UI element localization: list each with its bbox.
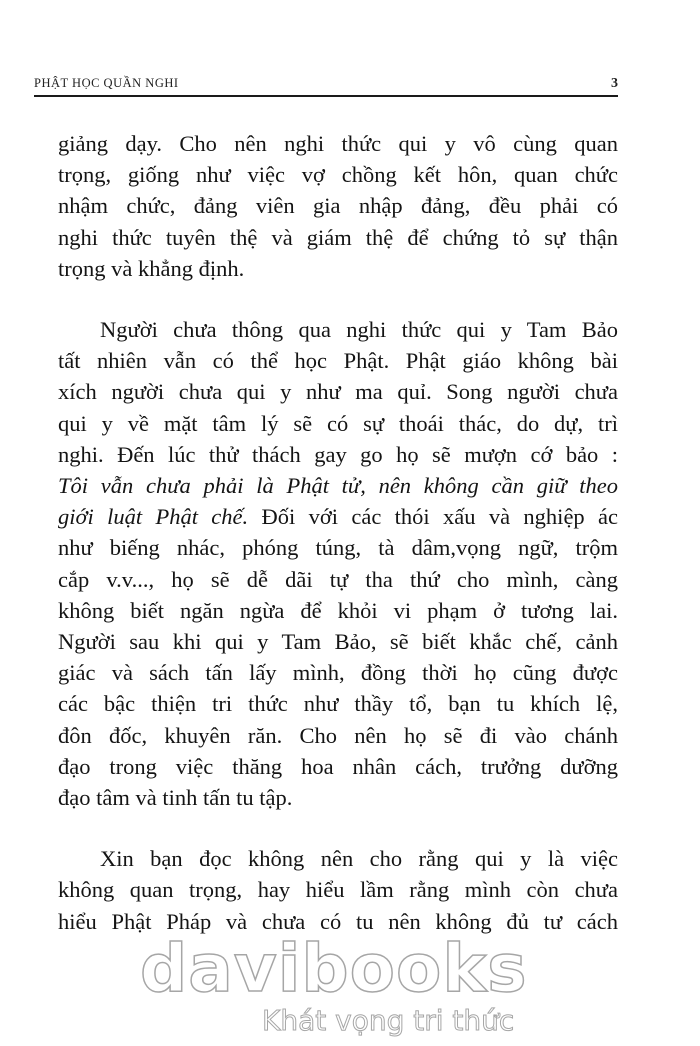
text-line: nghi. Đến lúc thử thách gay go họ sẽ mượn cớ bảo : — [58, 441, 618, 467]
page-number: 3 — [611, 76, 618, 91]
running-title: PHẬT HỌC QUẦN NGHI — [34, 76, 179, 90]
text-line: giác và sách tấn lấy mình, đồng thời họ cũng được — [58, 660, 618, 686]
text-line: tất nhiên vẫn có thể học Phật. Phật giáo không bài — [58, 348, 618, 374]
text-line: hiểu Phật Pháp và chưa có tu nên không đủ tư cách — [58, 908, 618, 934]
text-line: xích người chưa qui y như ma quỉ. Song người chưa — [58, 379, 618, 405]
paragraph-1 — [58, 128, 618, 284]
text-fragment: Đối với các thói xấu và nghiệp ác — [248, 504, 618, 530]
paragraph-3 — [58, 843, 618, 937]
text-line: không biết ngăn ngừa để khỏi vi phạm ở tương lai. — [58, 597, 618, 623]
text-line: cắp v.v..., họ sẽ dễ dãi tự tha thứ cho mình, càng — [58, 566, 618, 592]
text-line: như biếng nhác, phóng túng, tà dâm,vọng ngữ, trộm — [58, 535, 618, 561]
text-line: nhậm chức, đảng viên gia nhập đảng, đều phải có — [58, 193, 618, 219]
text-line: Người sau khi qui y Tam Bảo, sẽ biết khắc chế, cảnh — [58, 629, 618, 655]
italic-quote-end: giới luật Phật chế. — [58, 504, 249, 530]
watermark-slogan: Khát vọng tri thức — [262, 1004, 515, 1037]
text-line: nghi thức tuyên thệ và giám thệ để chứng tỏ sự thận — [58, 224, 618, 250]
italic-quote-line: Tôi vẫn chưa phải là Phật tử, nên không cần giữ theo — [58, 473, 618, 499]
watermark-logo: davibooks — [140, 930, 528, 1007]
text-line: đôn đốc, khuyên răn. Cho nên họ sẽ đi vào chánh — [58, 722, 618, 748]
text-line: các bậc thiện tri thức như thầy tổ, bạn tu khích lệ, — [58, 691, 618, 717]
text-line: trọng và khẳng định. — [58, 255, 245, 281]
paragraph-2 — [58, 314, 618, 813]
text-line: đạo trong việc thăng hoa nhân cách, trưởng dưỡng — [58, 753, 618, 779]
text-line: không quan trọng, hay hiểu lầm rằng mình còn chưa — [58, 877, 618, 903]
text-line: giảng dạy. Cho nên nghi thức qui y vô cùng quan — [58, 131, 618, 156]
text-line: đạo tâm và tinh tấn tu tập. — [58, 785, 293, 811]
text-line: qui y về mặt tâm lý sẽ có sự thoái thác, do dự, trì — [58, 410, 618, 436]
header-rule — [34, 95, 618, 97]
running-header — [34, 76, 618, 92]
text-line: Xin bạn đọc không nên cho rằng qui y là việc — [100, 846, 618, 872]
body-text — [58, 128, 618, 967]
text-line: Người chưa thông qua nghi thức qui y Tam Bảo — [100, 317, 618, 343]
text-line: trọng, giống như việc vợ chồng kết hôn, quan chức — [58, 162, 618, 188]
mixed-quote-line — [58, 501, 618, 532]
